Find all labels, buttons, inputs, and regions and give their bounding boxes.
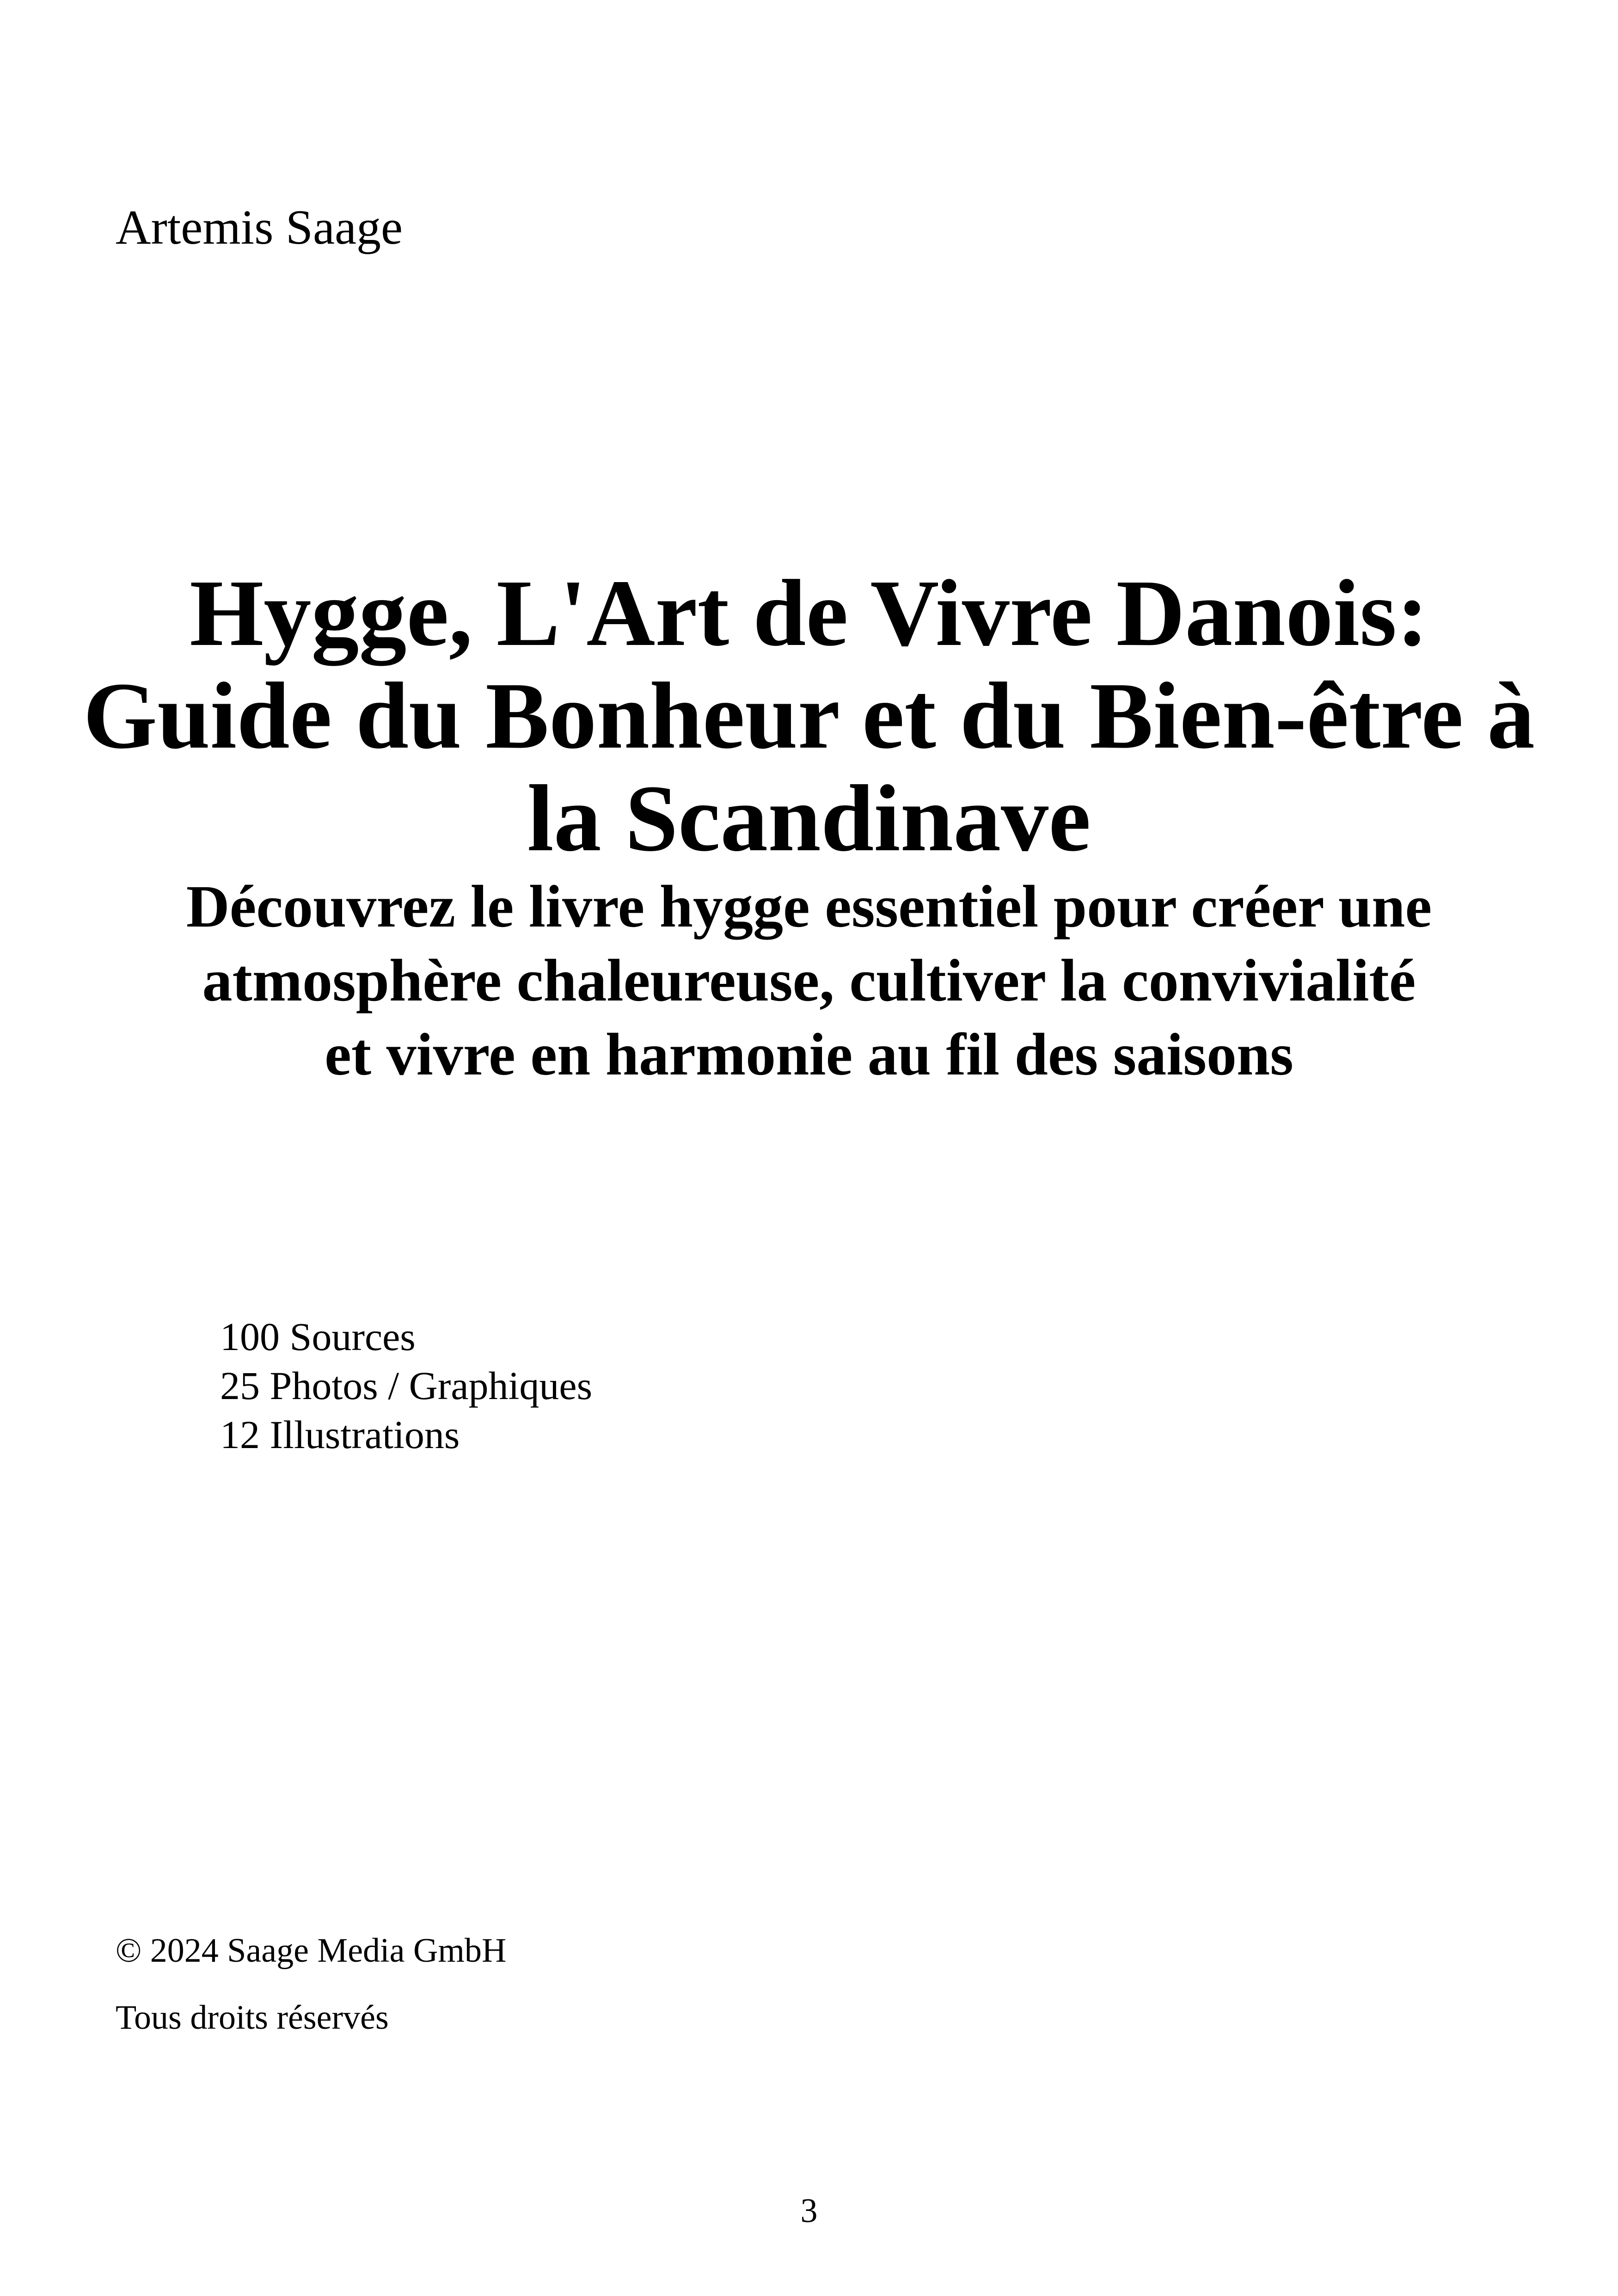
- subtitle-line: Découvrez le livre hygge essentiel pour créer une: [186, 873, 1432, 940]
- rights-notice: Tous droits réservés: [116, 1999, 389, 2037]
- book-title: [0, 562, 1618, 870]
- title-line: Hygge, L'Art de Vivre Danois:: [190, 560, 1428, 666]
- book-stats: [220, 1312, 592, 1459]
- stat-photos: 25 Photos / Graphiques: [220, 1363, 593, 1408]
- author-name: Artemis Saage: [116, 200, 403, 254]
- stat-illustrations: 12 Illustrations: [220, 1412, 460, 1457]
- title-block: [0, 562, 1618, 1092]
- copyright-notice: © 2024 Saage Media GmbH: [116, 1932, 507, 1970]
- title-line: la Scandinave: [527, 765, 1091, 871]
- page-number: 3: [800, 2192, 818, 2230]
- stat-sources: 100 Sources: [220, 1314, 416, 1359]
- book-subtitle: [0, 870, 1618, 1092]
- title-line: Guide du Bonheur et du Bien-être à: [83, 663, 1535, 768]
- subtitle-line: et vivre en harmonie au fil des saisons: [325, 1021, 1293, 1088]
- subtitle-line: atmosphère chaleureuse, cultiver la convivialité: [202, 947, 1416, 1014]
